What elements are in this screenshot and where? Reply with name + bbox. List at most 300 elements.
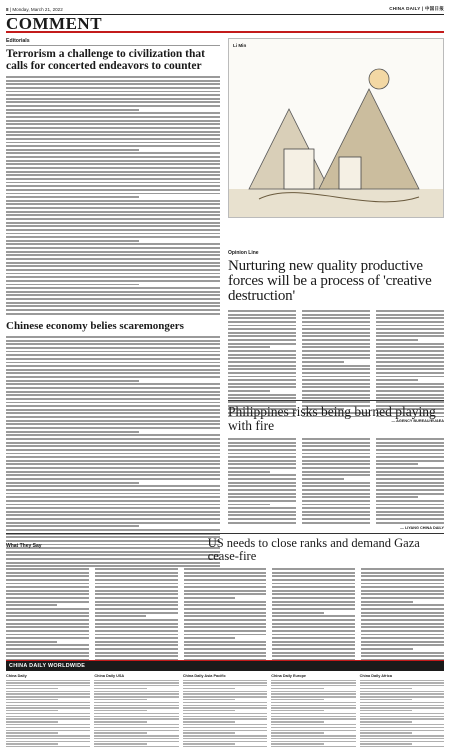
text-line [376, 354, 444, 356]
text-line [95, 590, 178, 592]
editorial-title-terrorism: Terrorism a challenge to civilization that calls for concerted endeavors to counter [6, 48, 205, 72]
text-line [302, 511, 370, 513]
text-line [271, 702, 355, 703]
text-line [302, 471, 370, 473]
text-line [6, 214, 220, 216]
text-line [6, 152, 220, 154]
text-line [6, 691, 90, 692]
text-line [183, 724, 267, 725]
text-line [228, 514, 296, 516]
text-line [228, 485, 296, 487]
text-line [183, 688, 235, 689]
text-line [228, 357, 296, 359]
text-line [272, 615, 355, 617]
text-line [271, 688, 323, 689]
text-line [302, 445, 370, 447]
text-line [302, 456, 370, 458]
text-line [6, 287, 220, 289]
text-line [184, 590, 267, 592]
footer-office-column [360, 674, 444, 747]
text-line [6, 634, 89, 636]
text-line [95, 583, 178, 585]
text-line [360, 730, 444, 731]
text-line [183, 691, 267, 692]
text-line [6, 182, 220, 184]
text-line [6, 604, 57, 606]
text-line [228, 365, 296, 367]
text-line [302, 397, 370, 399]
text-line [272, 637, 355, 639]
text-line [6, 94, 220, 96]
text-line [95, 601, 178, 603]
text-line [184, 623, 267, 625]
text-line [184, 608, 267, 610]
text-line [6, 123, 220, 125]
text-line [6, 372, 220, 374]
footer-office-name: China Daily [6, 674, 27, 678]
text-line [302, 325, 370, 327]
text-line [6, 590, 89, 592]
footer-office-column [6, 674, 90, 747]
text-line [271, 713, 355, 714]
text-line [228, 386, 296, 388]
text-line [271, 707, 355, 708]
footer-band: CHINA DAILY WORLDWIDE [6, 661, 444, 671]
text-line [6, 453, 220, 455]
text-line [360, 735, 444, 736]
text-line [94, 724, 178, 725]
text-line [6, 336, 220, 338]
text-line [228, 493, 296, 495]
text-line [302, 500, 370, 502]
text-line [376, 310, 444, 312]
text-line [361, 612, 444, 614]
text-line [6, 340, 220, 342]
text-line [271, 743, 323, 744]
text-line [376, 460, 444, 462]
text-line [6, 445, 220, 447]
text-line [376, 372, 444, 374]
text-line [271, 699, 323, 700]
text-line [183, 702, 267, 703]
text-line [6, 572, 89, 574]
text-line [302, 485, 370, 487]
text-line [94, 699, 146, 700]
text-line [6, 718, 90, 719]
text-line [6, 655, 89, 657]
text-line [6, 236, 220, 238]
text-line [376, 456, 444, 458]
text-line [228, 518, 296, 520]
text-line [184, 652, 267, 654]
text-line [94, 713, 178, 714]
text-line [228, 328, 296, 330]
text-line [271, 738, 355, 739]
text-line [6, 713, 90, 714]
text-line [361, 568, 444, 570]
text-line [183, 741, 267, 742]
opinion-byline: — AGENCY BUREAU/EU&EA [391, 419, 444, 424]
text-line [360, 724, 444, 725]
text-line [94, 685, 178, 686]
text-line [6, 456, 220, 458]
text-line [6, 529, 220, 531]
text-line [6, 738, 90, 739]
text-line [271, 710, 323, 711]
text-line [360, 691, 444, 692]
text-line [183, 713, 267, 714]
text-line [6, 105, 220, 107]
text-line [361, 590, 444, 592]
text-line [6, 109, 139, 111]
text-line [95, 626, 178, 628]
text-line [6, 262, 220, 264]
text-line [376, 496, 418, 498]
text-line [6, 222, 220, 224]
text-line [272, 648, 355, 650]
philippines-byline: — LIYANG CHINA DAILY [400, 525, 444, 530]
text-line [94, 693, 178, 694]
text-line [183, 693, 267, 694]
text-line [376, 482, 444, 484]
text-line [6, 626, 89, 628]
text-line [6, 254, 220, 256]
text-line [376, 489, 444, 491]
text-line [376, 522, 444, 524]
text-line [228, 346, 270, 348]
text-line [6, 87, 220, 89]
text-line [6, 485, 220, 487]
text-line [6, 302, 220, 304]
text-line [376, 453, 444, 455]
text-line [228, 335, 296, 337]
philippines-body-col-1 [228, 438, 296, 524]
text-line [376, 379, 418, 381]
text-line [6, 354, 220, 356]
text-line [6, 743, 58, 744]
text-line [6, 258, 220, 260]
text-line [272, 575, 355, 577]
text-line [272, 644, 355, 646]
text-line [95, 623, 178, 625]
text-line [272, 572, 355, 574]
text-line [6, 597, 89, 599]
text-line [94, 710, 146, 711]
text-line [271, 680, 355, 681]
text-line [184, 648, 267, 650]
text-line [94, 727, 178, 728]
text-line [6, 298, 220, 300]
text-line [6, 156, 220, 158]
text-line [302, 321, 370, 323]
text-line [302, 372, 370, 374]
text-line [360, 696, 444, 697]
text-line [184, 634, 267, 636]
text-line [6, 83, 220, 85]
text-line [94, 738, 178, 739]
text-line [376, 361, 444, 363]
text-line [6, 160, 220, 162]
text-line [271, 721, 323, 722]
us-body-col-4 [272, 568, 355, 661]
text-line [302, 514, 370, 516]
text-line [6, 358, 220, 360]
text-line [6, 343, 220, 345]
text-line [271, 696, 355, 697]
text-line [361, 648, 412, 650]
text-line [376, 386, 444, 388]
text-line [183, 682, 267, 683]
text-line [271, 691, 355, 692]
text-line [95, 579, 178, 581]
text-line [360, 713, 444, 714]
text-line [376, 478, 444, 480]
text-line [228, 379, 296, 381]
text-line [95, 615, 146, 617]
text-line [94, 730, 178, 731]
text-line [376, 511, 444, 513]
text-line [228, 445, 296, 447]
text-line [6, 412, 220, 414]
text-line [6, 586, 89, 588]
text-line [272, 612, 323, 614]
text-line [6, 416, 220, 418]
text-line [6, 682, 90, 683]
text-line [272, 583, 355, 585]
text-line [6, 514, 220, 516]
text-line [228, 504, 270, 506]
text-line [94, 696, 178, 697]
text-line [94, 735, 178, 736]
text-line [6, 211, 220, 213]
text-line [94, 732, 146, 733]
text-line [6, 732, 58, 733]
text-line [271, 727, 355, 728]
text-line [360, 707, 444, 708]
text-line [228, 361, 296, 363]
text-line [272, 608, 355, 610]
text-line [376, 500, 444, 502]
text-line [360, 693, 444, 694]
footer-office-details [183, 680, 267, 747]
text-line [6, 313, 220, 315]
text-line [6, 305, 220, 307]
text-line [6, 579, 89, 581]
text-line [228, 350, 296, 352]
text-line [95, 634, 178, 636]
text-line [272, 655, 355, 657]
text-line [6, 741, 90, 742]
text-line [228, 496, 296, 498]
text-line [302, 463, 370, 465]
text-line [271, 685, 355, 686]
us-body-col-1 [6, 568, 89, 661]
text-line [95, 619, 178, 621]
text-line [302, 386, 370, 388]
worldwide-footer [6, 660, 444, 743]
text-line [94, 682, 178, 683]
text-line [6, 225, 220, 227]
text-line [184, 572, 267, 574]
text-line [94, 691, 178, 692]
text-line [376, 394, 444, 396]
text-line [95, 655, 178, 657]
text-line [360, 685, 444, 686]
text-line [228, 376, 296, 378]
text-line [184, 604, 267, 606]
text-line [6, 705, 90, 706]
text-line [184, 568, 267, 570]
text-line [95, 586, 178, 588]
text-line [6, 474, 220, 476]
text-line [6, 178, 220, 180]
text-line [6, 644, 89, 646]
text-line [6, 496, 220, 498]
text-line [271, 730, 355, 731]
opinion-headline: Nurturing new quality productive forces will be a process of 'creative destruction' [228, 258, 432, 304]
text-line [6, 612, 89, 614]
text-line [272, 597, 355, 599]
text-line [302, 438, 370, 440]
text-line [6, 120, 220, 122]
text-line [6, 376, 220, 378]
text-line [302, 493, 370, 495]
text-line [6, 174, 220, 176]
text-line [228, 397, 296, 399]
text-line [302, 482, 370, 484]
text-line [6, 203, 220, 205]
text-line [6, 685, 90, 686]
text-line [6, 218, 220, 220]
text-line [302, 350, 370, 352]
text-line [6, 434, 220, 436]
text-line [6, 449, 220, 451]
text-line [360, 702, 444, 703]
text-line [6, 91, 220, 93]
text-line [6, 575, 89, 577]
text-line [184, 601, 267, 603]
text-line [376, 317, 444, 319]
text-line [6, 391, 220, 393]
text-line [6, 518, 220, 520]
text-line [6, 112, 220, 114]
text-line [94, 721, 146, 722]
text-line [6, 347, 220, 349]
text-line [6, 724, 90, 725]
text-line [6, 196, 139, 198]
text-line [302, 390, 370, 392]
text-line [360, 688, 412, 689]
text-line [95, 575, 178, 577]
text-line [360, 680, 444, 681]
text-line [228, 343, 296, 345]
text-line [184, 641, 267, 643]
text-line [228, 314, 296, 316]
text-line [6, 233, 220, 235]
text-line [183, 721, 235, 722]
text-line [184, 655, 267, 657]
text-line [302, 332, 370, 334]
text-line [184, 637, 235, 639]
text-line [6, 171, 220, 173]
text-line [6, 721, 58, 722]
text-line [94, 680, 178, 681]
text-line [6, 309, 220, 311]
us-article [6, 533, 444, 667]
text-line [376, 339, 418, 341]
text-line [302, 365, 370, 367]
text-line [6, 193, 220, 195]
philippines-body-col-2 [302, 438, 370, 524]
text-line [361, 652, 444, 654]
text-line [6, 163, 220, 165]
philippines-body-col-3 [376, 438, 444, 524]
text-line [6, 101, 220, 103]
text-line [228, 453, 296, 455]
text-line [6, 284, 139, 286]
text-line [6, 460, 220, 462]
text-line [6, 243, 220, 245]
text-line [360, 732, 412, 733]
text-line [361, 575, 444, 577]
text-line [361, 655, 444, 657]
text-line [94, 705, 178, 706]
text-line [6, 500, 220, 502]
text-line [302, 478, 344, 480]
text-line [6, 98, 220, 100]
text-line [361, 619, 444, 621]
opinion-article [228, 250, 444, 423]
text-line [228, 442, 296, 444]
text-line [272, 641, 355, 643]
text-line [302, 460, 370, 462]
text-line [376, 376, 444, 378]
text-line [6, 702, 90, 703]
text-line [95, 612, 178, 614]
text-line [228, 507, 296, 509]
text-line [228, 394, 296, 396]
page-header-bar [6, 4, 444, 14]
text-line [6, 478, 220, 480]
philippines-headline: Philippines risks being burned playing with fire [228, 404, 436, 433]
text-line [184, 626, 267, 628]
text-line [183, 716, 267, 717]
text-line [184, 619, 267, 621]
text-line [376, 467, 444, 469]
text-line [376, 357, 444, 359]
text-line [6, 394, 220, 396]
text-line [184, 593, 267, 595]
text-line [184, 615, 267, 617]
text-line [95, 597, 178, 599]
text-line [228, 471, 270, 473]
text-line [228, 522, 296, 524]
text-line [272, 652, 355, 654]
text-line [302, 394, 370, 396]
text-line [302, 346, 370, 348]
us-body-col-3 [184, 568, 267, 661]
text-line [302, 474, 370, 476]
text-line [95, 593, 178, 595]
text-line [302, 496, 370, 498]
text-line [272, 619, 355, 621]
text-line [376, 518, 444, 520]
text-line [302, 314, 370, 316]
text-line [6, 351, 220, 353]
text-line [183, 705, 267, 706]
text-line [6, 438, 220, 440]
text-line [376, 325, 444, 327]
